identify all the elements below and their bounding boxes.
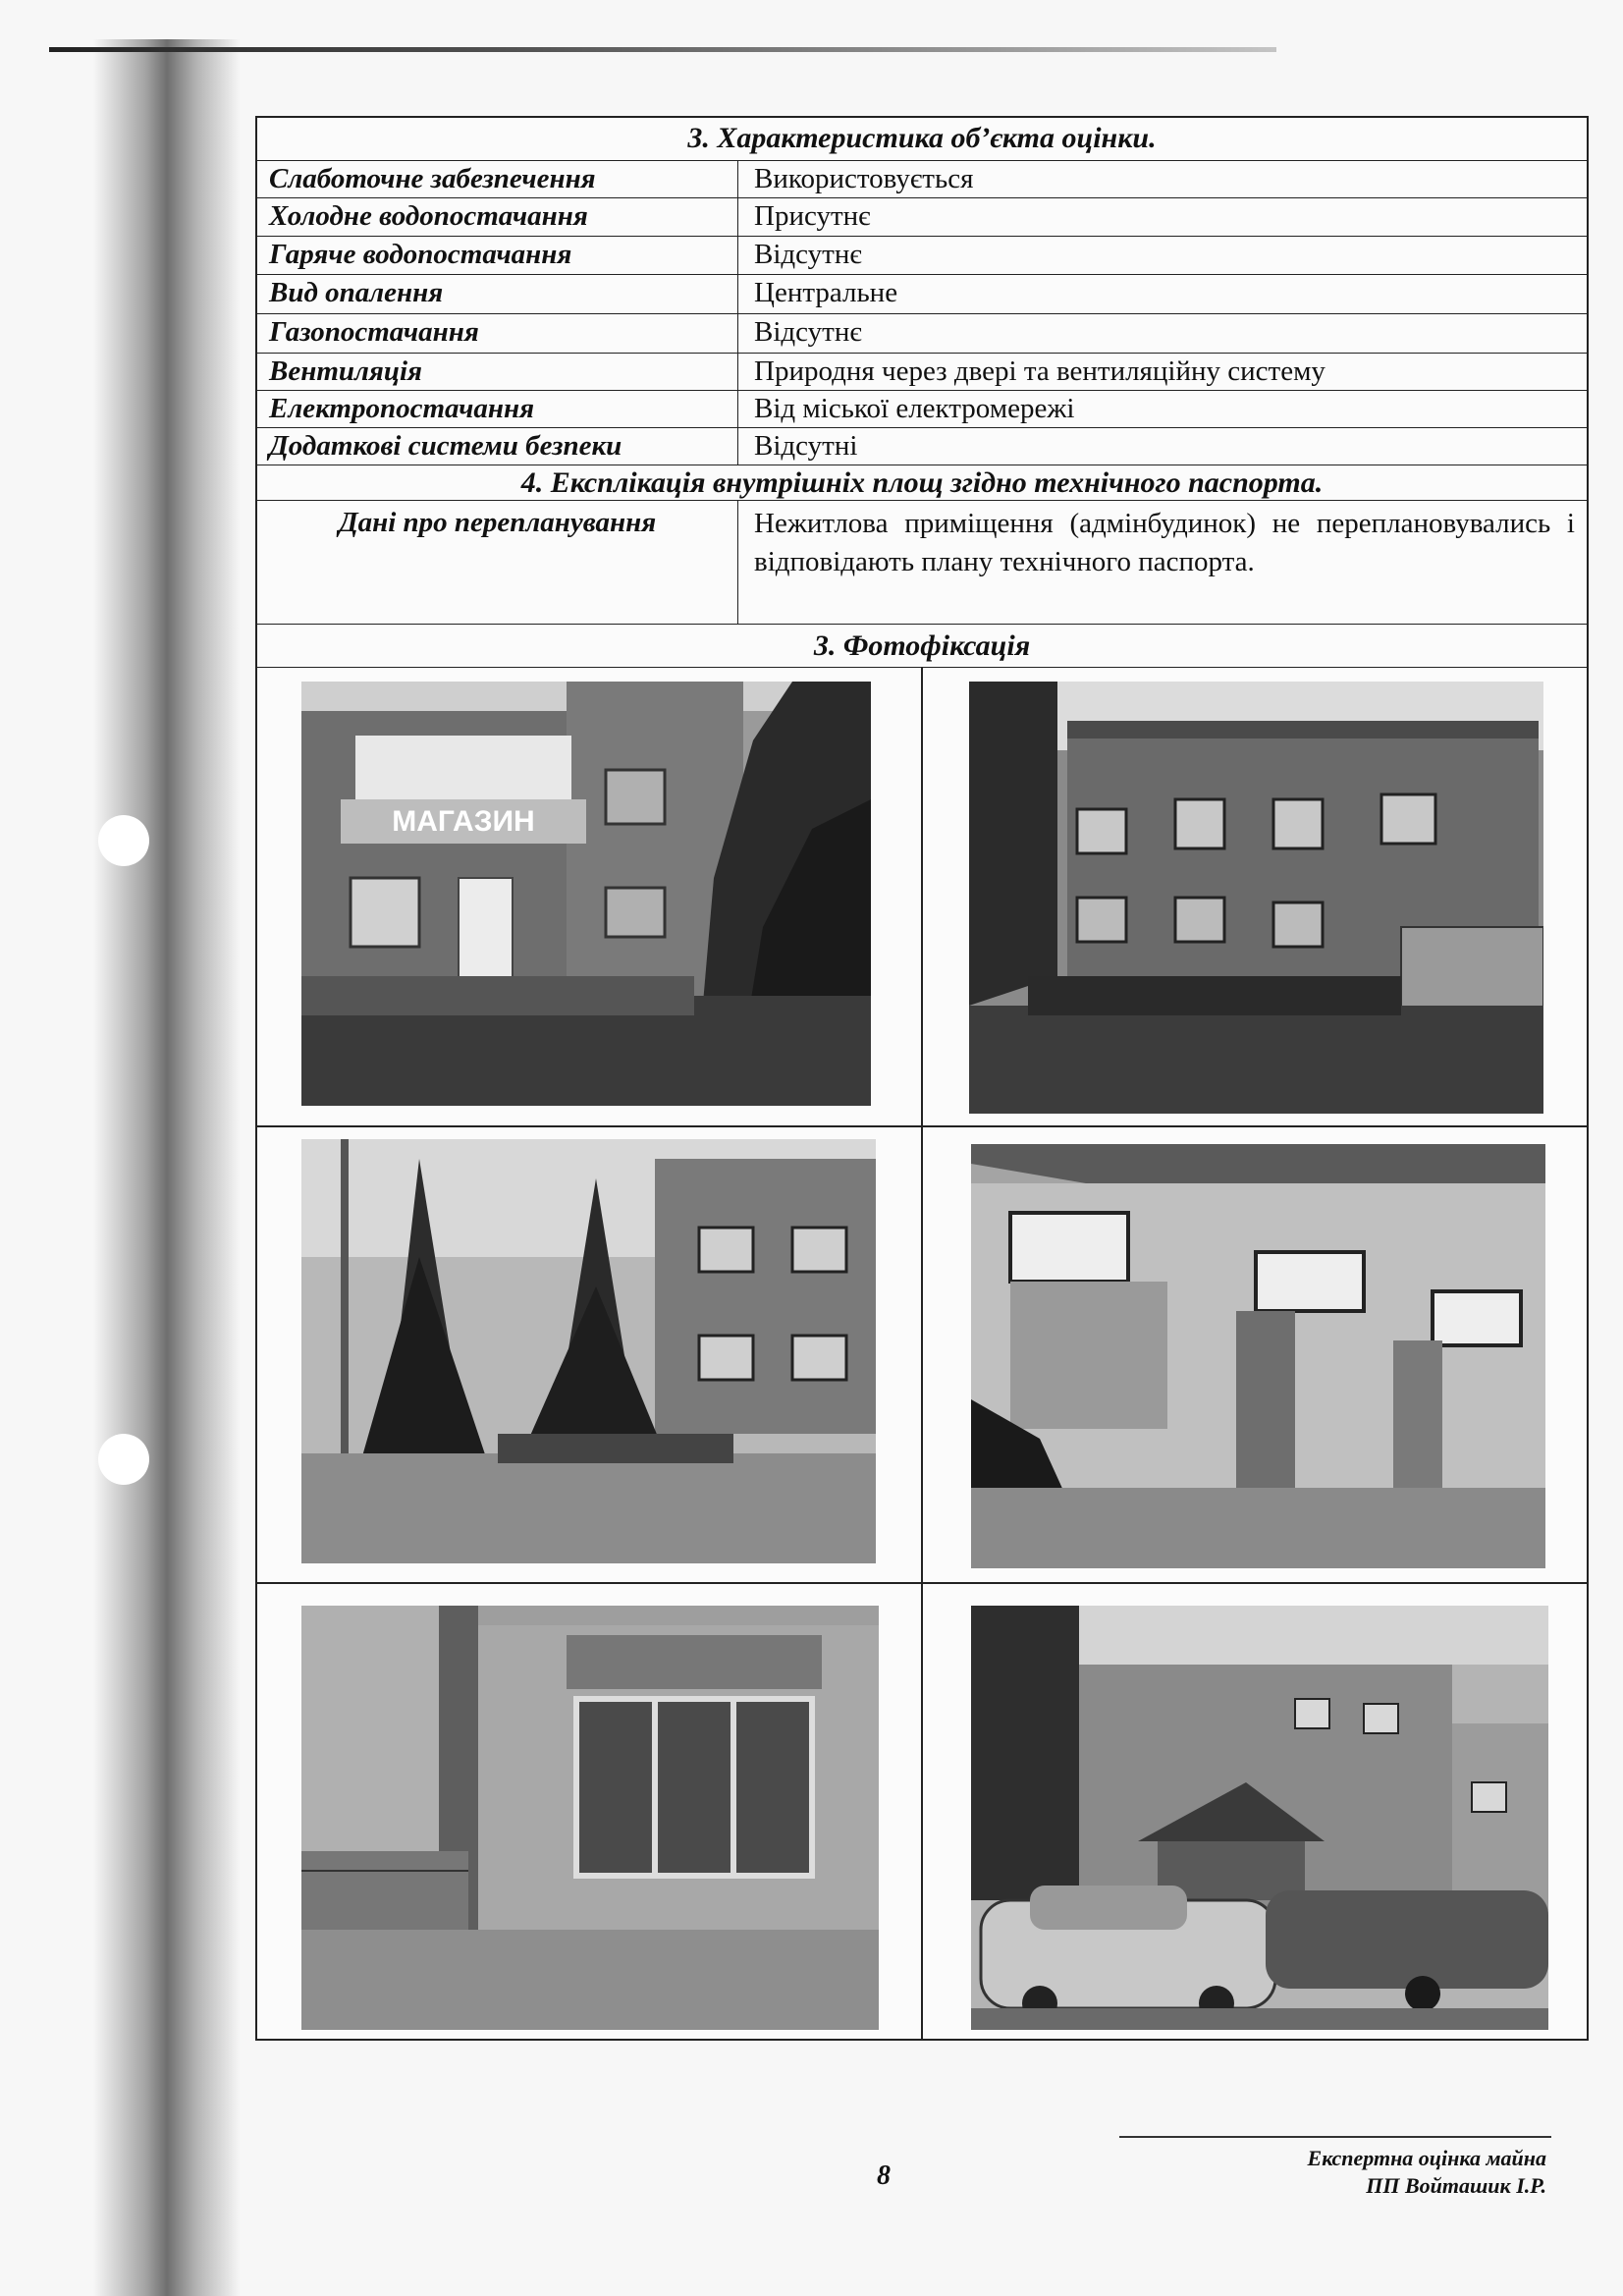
building-photo-side (969, 682, 1543, 1114)
punch-hole (98, 815, 149, 866)
row-label: Додаткові системи безпеки (257, 428, 738, 465)
row-value: Відсутнє (754, 239, 862, 270)
footer-company-line: ПП Войташик І.Р. (1366, 2173, 1546, 2198)
section-title: 4. Експлікація внутрішніх площ згідно технічного паспорта. (520, 466, 1324, 499)
characteristics-table (255, 116, 1589, 2041)
photo-grid-divider (257, 1125, 1587, 1127)
row-value: Присутнє (754, 200, 871, 232)
row-label: Слаботочне забезпечення (257, 161, 738, 197)
section-title-row (257, 118, 1587, 161)
building-photo-front (301, 682, 871, 1106)
building-photo-parking (971, 1606, 1548, 2030)
row-value: Від міської електромережі (754, 393, 1075, 424)
row-value: Природня через двері та вентиляційну систему (754, 355, 1325, 387)
table-row (257, 314, 1587, 354)
table-row (257, 354, 1587, 391)
building-photo-trees (301, 1139, 876, 1563)
scan-shadow-strip (93, 39, 241, 2296)
footer-rule (1119, 2136, 1551, 2138)
section-title: 3. Характеристика об’єкта оцінки. (687, 122, 1157, 154)
section-title-row (257, 625, 1587, 668)
table-row (257, 198, 1587, 237)
footer-appraiser-line: Експертна оцінка майна (1307, 2146, 1546, 2170)
photo-grid-divider (257, 1582, 1587, 1584)
table-row (257, 428, 1587, 465)
row-label: Вид опалення (257, 275, 738, 313)
redevelopment-value: Нежитлова приміщення (адмінбудинок) не переплановувались і відповідають плану технічного паспорта. (754, 508, 1575, 577)
table-row (257, 161, 1587, 198)
row-label: Гаряче водопостачання (257, 237, 738, 274)
row-label: Вентиляція (257, 354, 738, 390)
scan-top-line (49, 47, 1276, 52)
building-photo-wall (971, 1144, 1545, 1568)
table-row (257, 275, 1587, 314)
section-title-row (257, 465, 1587, 501)
row-label: Газопостачання (257, 314, 738, 353)
row-label: Електропостачання (257, 391, 738, 427)
row-value: Відсутнє (754, 316, 862, 348)
building-photo-window (301, 1606, 879, 2030)
table-row (257, 237, 1587, 275)
punch-hole (98, 1434, 149, 1485)
row-value: Використовується (754, 163, 974, 194)
page-number: 8 (877, 2160, 891, 2191)
photo-grid-divider (921, 668, 923, 2039)
row-value: Відсутні (754, 430, 858, 462)
section-title: 3. Фотофіксація (813, 629, 1031, 662)
table-row (257, 391, 1587, 428)
table-row (257, 501, 1587, 625)
redevelopment-label: Дані про перепланування (257, 501, 738, 624)
shop-sign-text: МАГАЗИН (392, 805, 535, 838)
row-value: Центральне (754, 277, 898, 308)
row-label: Холодне водопостачання (257, 198, 738, 236)
